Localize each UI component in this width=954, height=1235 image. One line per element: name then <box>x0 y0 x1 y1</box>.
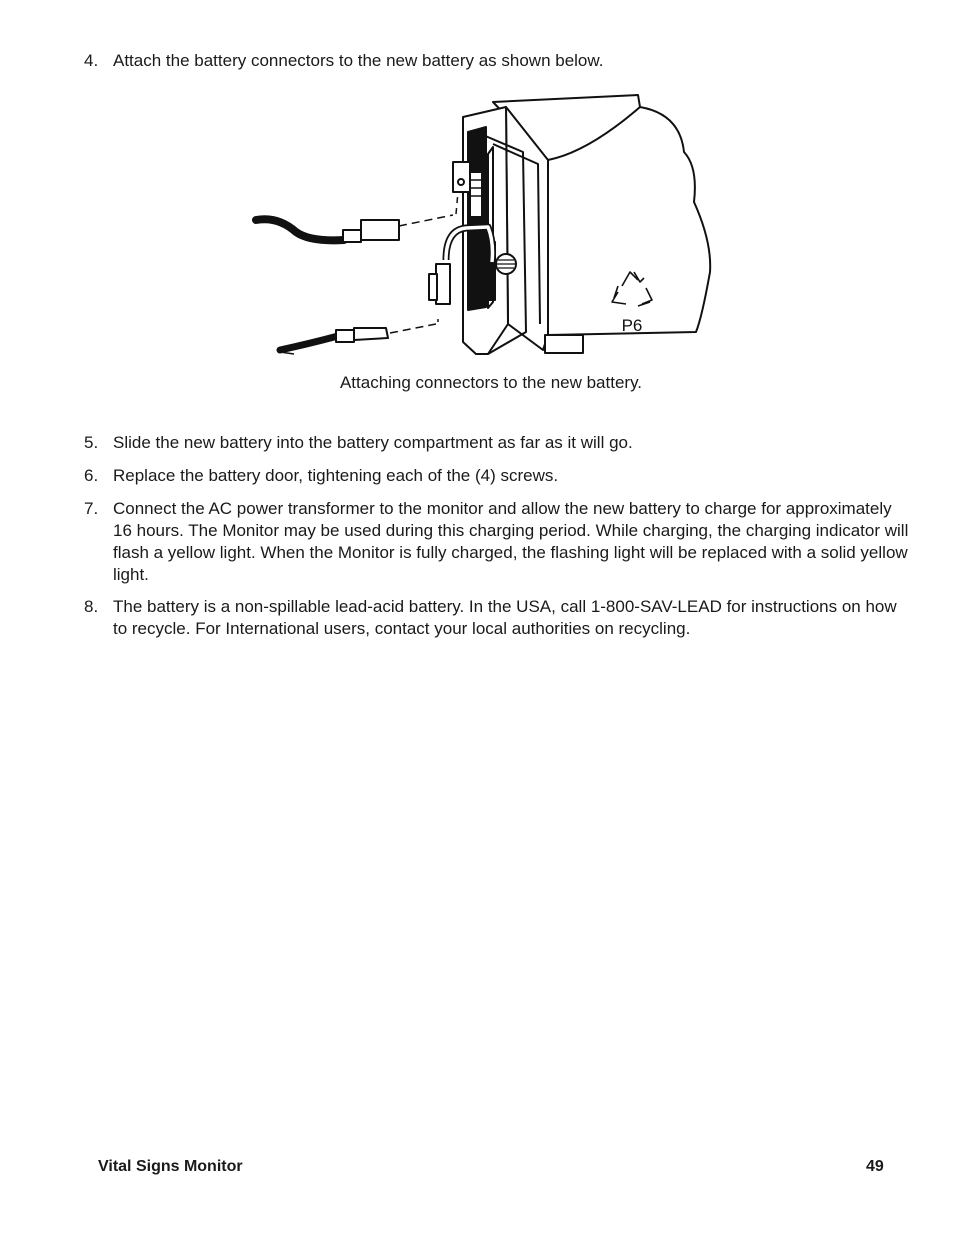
step-text: Slide the new battery into the battery compartment as far as it will go. <box>113 433 633 452</box>
step-number: 7. <box>84 499 99 518</box>
step-number: 5. <box>84 433 99 452</box>
battery-connector-diagram <box>248 92 728 362</box>
step-6 <box>84 465 914 487</box>
step-number: 6. <box>84 466 99 485</box>
step-number: 4. <box>84 51 99 70</box>
step-text: Connect the AC power transformer to the monitor and allow the new battery to charge for approximately 16 hours. The Monitor may be used during this charging period. While charging, the charging indicator will flash a yellow light. When the Monitor is fully charged, the flashing light will be replaced with a solid yellow light. <box>113 499 909 584</box>
step-5 <box>84 432 914 454</box>
step-text: Replace the battery door, tightening each of the (4) screws. <box>113 466 559 485</box>
figure-caption: Attaching connectors to the new battery. <box>339 373 643 392</box>
step-text: The battery is a non-spillable lead-acid battery. In the USA, call 1-800-SAV-LEAD for instructions on how to recycle. For International users, contact your local authorities on recycling. <box>113 597 897 638</box>
step-7 <box>84 498 914 586</box>
page-number: 49 <box>866 1158 884 1175</box>
battery-label: P6 <box>621 316 643 335</box>
step-8 <box>84 596 914 640</box>
footer-title: Vital Signs Monitor <box>98 1158 243 1175</box>
step-4 <box>84 50 914 72</box>
step-text: Attach the battery connectors to the new battery as shown below. <box>113 51 604 70</box>
step-number: 8. <box>84 597 99 616</box>
